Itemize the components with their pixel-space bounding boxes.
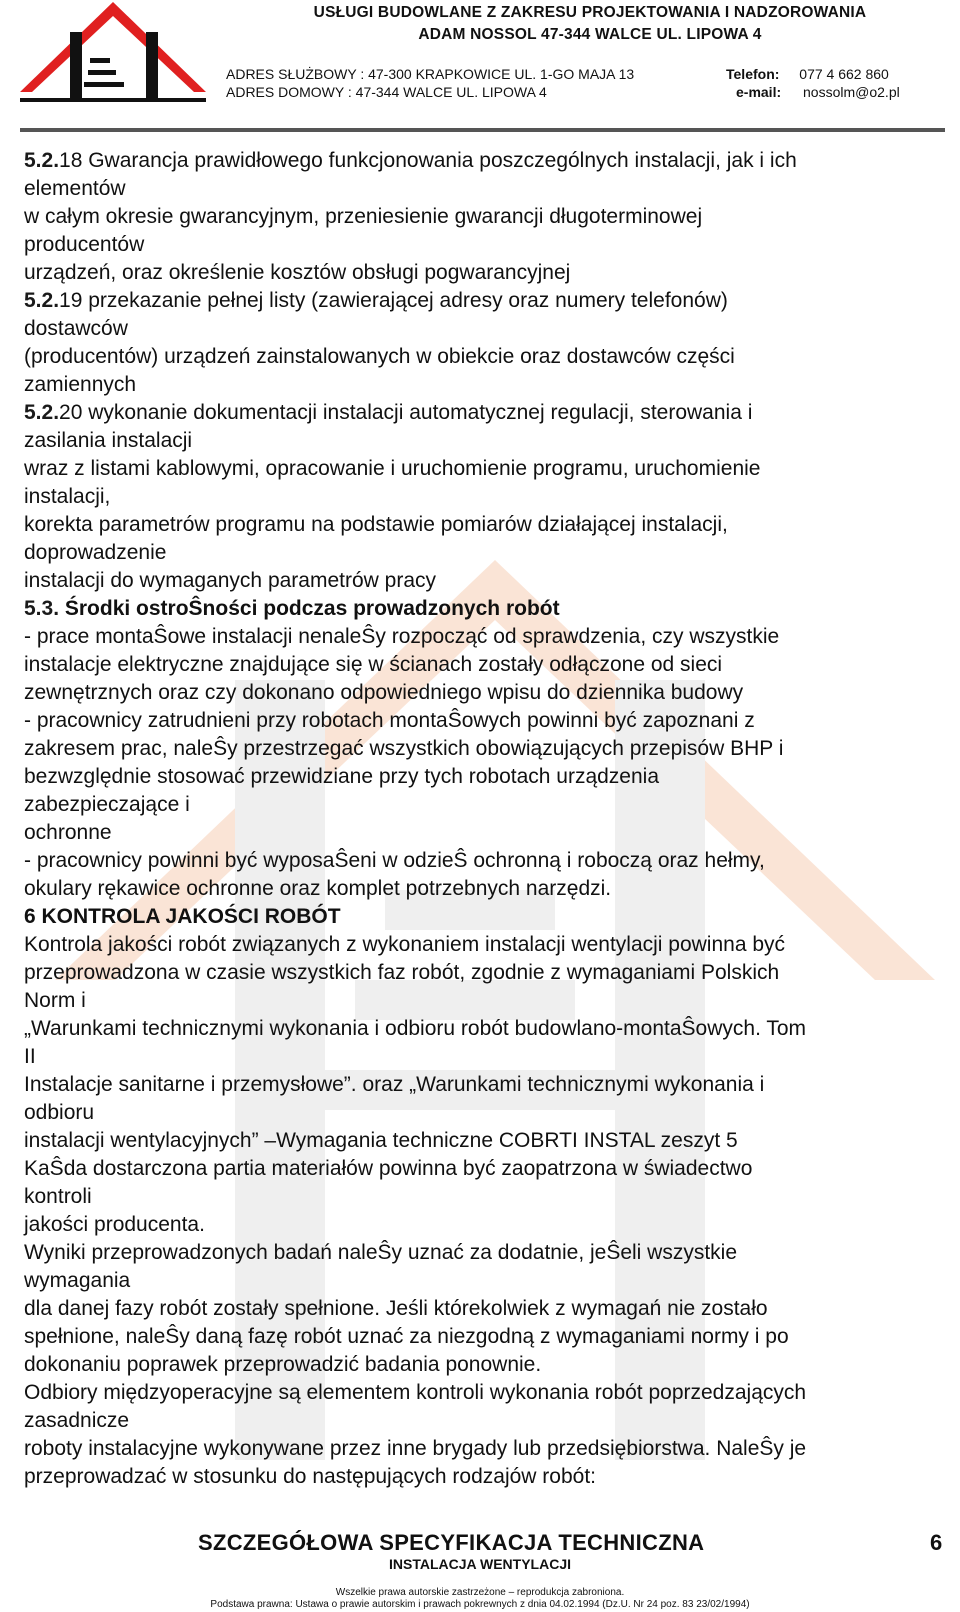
body-line xyxy=(24,1435,944,1463)
body-line xyxy=(24,1323,944,1351)
body-line xyxy=(24,1071,944,1099)
body-line xyxy=(24,231,944,259)
office-address-label: ADRES SŁUŻBOWY xyxy=(226,66,357,82)
body-text: spełnione, naleŜy daną fazę robót uznać za niezgodną z wymaganiami normy i po xyxy=(24,1325,789,1348)
body-line xyxy=(24,763,944,791)
body-line xyxy=(24,1211,944,1239)
body-line xyxy=(24,287,944,315)
body-line xyxy=(24,539,944,567)
body-text: Norm i xyxy=(24,989,86,1012)
body-text: (producentów) urządzeń zainstalowanych w obiekcie oraz dostawców części xyxy=(24,345,735,368)
body-line xyxy=(24,1407,944,1435)
body-line xyxy=(24,847,944,875)
body-text: 20 wykonanie dokumentacji instalacji automatycznej regulacji, sterowania i xyxy=(59,401,753,424)
body-line xyxy=(24,371,944,399)
body-line xyxy=(24,959,944,987)
body-text: kontroli xyxy=(24,1185,92,1208)
phone-label: Telefon: xyxy=(726,66,780,82)
body-text: korekta parametrów programu na podstawie pomiarów działającej instalacji, xyxy=(24,513,728,536)
section-number: 5.2. xyxy=(24,401,60,424)
body-text: w całym okresie gwarancyjnym, przeniesienie gwarancji długoterminowej xyxy=(24,205,703,228)
office-address xyxy=(226,66,634,82)
body-line xyxy=(24,819,944,847)
body-line xyxy=(24,1379,944,1407)
home-address xyxy=(226,84,547,100)
body-text: przeprowadzać w stosunku do następujących rodzajów robót: xyxy=(24,1465,596,1488)
section-number: 5.3. xyxy=(24,597,60,620)
body-text: 19 przekazanie pełnej listy (zawierającej adresy oraz numery telefonów) xyxy=(59,289,728,312)
body-text: wymagania xyxy=(24,1269,131,1292)
body-line xyxy=(24,343,944,371)
body-text: jakości producenta. xyxy=(24,1213,205,1236)
body-line xyxy=(24,623,944,651)
body-text: - pracownicy powinni być wyposaŜeni w odzieŜ ochronną i roboczą oraz hełmy, xyxy=(24,849,765,872)
body-line xyxy=(24,679,944,707)
section-number: 5.2. xyxy=(24,289,60,312)
body-text: instalacji, xyxy=(24,485,111,508)
body-text: producentów xyxy=(24,233,145,256)
body-line xyxy=(24,1127,944,1155)
body-line xyxy=(24,1239,944,1267)
body-text: dla danej fazy robót zostały spełnione. Jeśli którekolwiek z wymagań nie zostało xyxy=(24,1297,768,1320)
body-line xyxy=(24,567,944,595)
body-line xyxy=(24,735,944,763)
body-line xyxy=(24,399,944,427)
body-text: ochronne xyxy=(24,821,112,844)
body-text: doprowadzenie xyxy=(24,541,167,564)
body-line xyxy=(24,791,944,819)
body-text: zabezpieczające i xyxy=(24,793,190,816)
footer-subtitle: INSTALACJA WENTYLACJI xyxy=(389,1556,571,1572)
section-number: 5.2. xyxy=(24,149,60,172)
body-text: Kontrola jakości robót związanych z wykonaniem instalacji wentylacji powinna być xyxy=(24,933,786,956)
body-line xyxy=(24,903,944,931)
email xyxy=(736,84,900,100)
body-line xyxy=(24,931,944,959)
body-line xyxy=(24,1015,944,1043)
body-line xyxy=(24,511,944,539)
body-text: zewnętrznych oraz czy dokonano odpowiedniego wpisu do dziennika budowy xyxy=(24,681,744,704)
body-text: bezwzględnie stosować przewidziane przy tych robotach urządzenia xyxy=(24,765,660,788)
body-text: zakresem prac, naleŜy przestrzegać wszystkich obowiązujących przepisów BHP i xyxy=(24,737,784,760)
body-text: wraz z listami kablowymi, opracowanie i uruchomienie programu, uruchomienie xyxy=(24,457,761,480)
body-text: Instalacje sanitarne i przemysłowe”. oraz „Warunkami technicznymi wykonania i xyxy=(24,1073,765,1096)
header-divider xyxy=(20,128,945,132)
body-text: elementów xyxy=(24,177,126,200)
body-text: roboty instalacyjne wykonywane przez inne brygady lub przedsiębiorstwa. NaleŜy je xyxy=(24,1437,807,1460)
body-line xyxy=(24,259,944,287)
body-line xyxy=(24,1183,944,1211)
body-line xyxy=(24,483,944,511)
body-text: dokonaniu poprawek przeprowadzić badania ponownie. xyxy=(24,1353,542,1376)
house-4-logo-icon xyxy=(18,0,208,105)
home-address-label: ADRES DOMOWY xyxy=(226,84,344,100)
footer-title: SZCZEGÓŁOWA SPECYFIKACJA TECHNICZNA xyxy=(198,1530,705,1555)
body-text: dostawców xyxy=(24,317,128,340)
body-text: - pracownicy zatrudnieni przy robotach montaŜowych powinni być zapoznani z xyxy=(24,709,755,732)
body-text: zamiennych xyxy=(24,373,137,396)
body-text: instalacji do wymaganych parametrów pracy xyxy=(24,569,437,592)
body-line xyxy=(24,427,944,455)
body-line xyxy=(24,1351,944,1379)
email-label: e-mail: xyxy=(736,84,782,100)
section-heading: Środki ostroŜności podczas prowadzonych robót xyxy=(59,597,560,620)
body-text: II xyxy=(24,1045,36,1068)
body-text: okulary rękawice ochronne oraz komplet potrzebnych narzędzi. xyxy=(24,877,612,900)
copyright-note: Wszelkie prawa autorskie zastrzeżone – reprodukcja zabroniona. xyxy=(335,1587,625,1598)
body-text: 18 Gwarancja prawidłowego funkcjonowania poszczególnych instalacji, jak i ich xyxy=(59,149,797,172)
body-line xyxy=(24,455,944,483)
office-address-value: : 47-300 KRAPKOWICE UL. 1-GO MAJA 13 xyxy=(360,66,635,82)
section-heading: 6 KONTROLA JAKOŚCI ROBÓT xyxy=(24,905,341,928)
email-value[interactable]: nossolm@o2.pl xyxy=(803,84,900,100)
body-line xyxy=(24,1099,944,1127)
body-line xyxy=(24,1267,944,1295)
body-text: - prace montaŜowe instalacji nenaleŜy rozpocząć od sprawdzenia, czy wszystkie xyxy=(24,625,780,648)
document-body xyxy=(24,147,944,1491)
phone xyxy=(726,66,889,82)
body-text: instalacje elektryczne znajdujące się w ścianach zostały odłączone od sieci xyxy=(24,653,723,676)
body-line xyxy=(24,1155,944,1183)
body-line xyxy=(24,175,944,203)
body-text: przeprowadzona w czasie wszystkich faz robót, zgodnie z wymaganiami Polskich xyxy=(24,961,780,984)
phone-value: 077 4 662 860 xyxy=(799,66,889,82)
home-address-value: : 47-344 WALCE UL. LIPOWA 4 xyxy=(347,84,547,100)
body-text: zasilania instalacji xyxy=(24,429,193,452)
body-text: odbioru xyxy=(24,1101,95,1124)
body-line xyxy=(24,203,944,231)
body-text: Wyniki przeprowadzonych badań naleŜy uznać za dodatnie, jeŜeli wszystkie xyxy=(24,1241,738,1264)
body-text: instalacji wentylacyjnych” –Wymagania techniczne COBRTI INSTAL zeszyt 5 xyxy=(24,1129,738,1152)
body-text: Odbiory międzyoperacyjne są elementem kontroli wykonania robót poprzedzających xyxy=(24,1381,807,1404)
body-line xyxy=(24,707,944,735)
body-line xyxy=(24,1043,944,1071)
body-text: KaŜda dostarczona partia materiałów powinna być zaopatrzona w świadectwo xyxy=(24,1157,753,1180)
body-text: „Warunkami technicznymi wykonania i odbioru robót budowlano-montaŜowych. Tom xyxy=(24,1017,807,1040)
body-line xyxy=(24,147,944,175)
body-line xyxy=(24,987,944,1015)
body-line xyxy=(24,315,944,343)
body-line xyxy=(24,651,944,679)
company-title: USŁUGI BUDOWLANE Z ZAKRESU PROJEKTOWANIA I NADZOROWANIA xyxy=(313,4,867,21)
legal-basis-note: Podstawa prawna: Ustawa o prawie autorskim i prawach pokrewnych z dnia 04.02.1994 (Dz.U. Nr 24 poz. 83 23/02/1994) xyxy=(210,1599,750,1610)
body-line xyxy=(24,1295,944,1323)
page-number: 6 xyxy=(930,1530,943,1555)
page-header xyxy=(0,0,960,134)
body-text: urządzeń, oraz określenie kosztów obsługi pogwarancyjnej xyxy=(24,261,571,284)
body-line xyxy=(24,875,944,903)
body-line xyxy=(24,1463,944,1491)
company-owner: ADAM NOSSOL 47-344 WALCE UL. LIPOWA 4 xyxy=(418,26,762,43)
body-line xyxy=(24,595,944,623)
body-text: zasadnicze xyxy=(24,1409,130,1432)
